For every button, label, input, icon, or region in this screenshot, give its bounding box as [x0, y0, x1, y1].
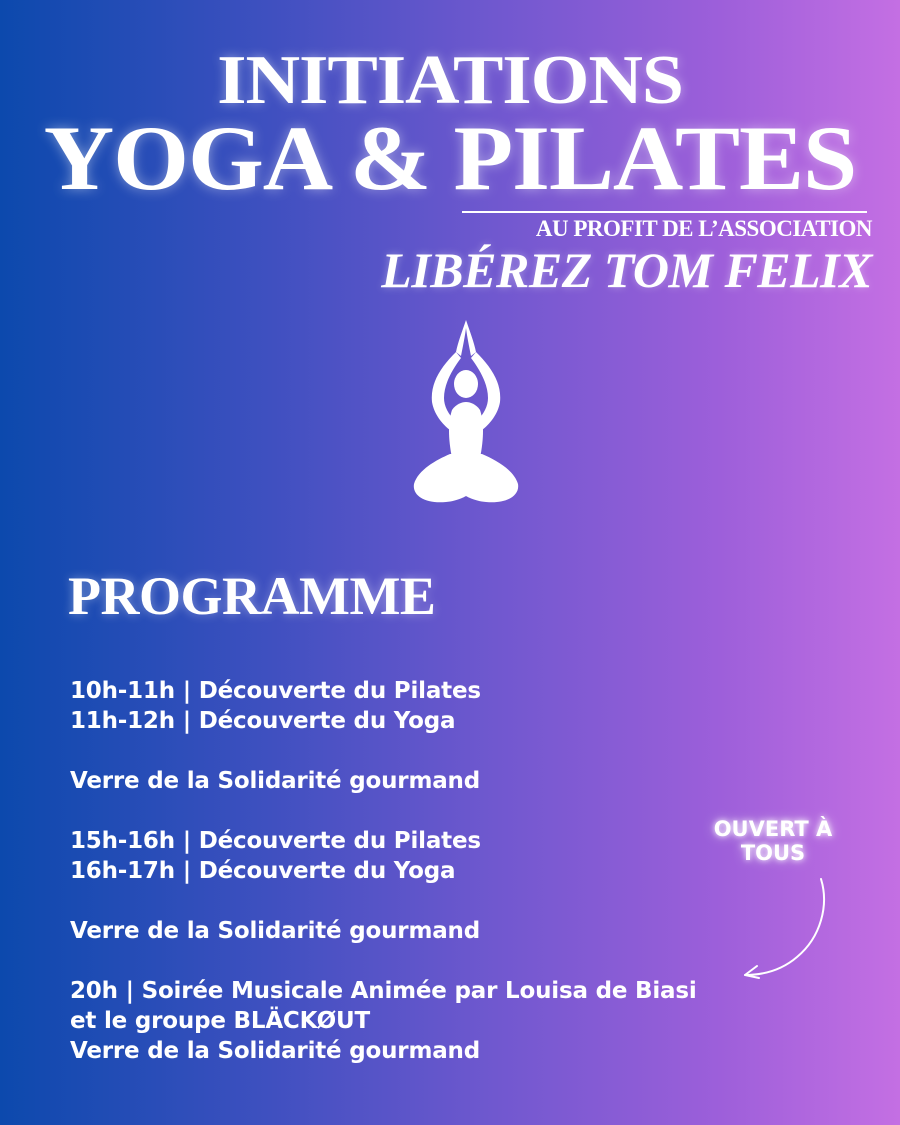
badge-line-2: TOUS: [740, 841, 806, 865]
subtitle-association: AU PROFIT DE L’ASSOCIATION: [535, 216, 872, 241]
meditating-yoga-figure-icon: [406, 318, 526, 518]
programme-item: 10h-11h | Découverte du Pilates: [70, 678, 481, 704]
programme-spacer: [70, 946, 830, 976]
programme-item: Verre de la Solidarité gourmand: [70, 918, 480, 944]
programme-item: 15h-16h | Découverte du Pilates: [70, 828, 481, 854]
programme-item: 11h-12h | Découverte du Yoga: [70, 708, 456, 734]
programme-item: 16h-17h | Découverte du Yoga: [70, 858, 456, 884]
programme-item: et le groupe BLÄCKØUT: [70, 1008, 370, 1034]
programme-spacer: [70, 736, 830, 766]
programme-spacer: [70, 886, 830, 916]
title-initiations: INITIATIONS: [217, 42, 683, 119]
curved-arrow-icon: [735, 875, 845, 985]
programme-item: 20h | Soirée Musicale Animée par Louisa de Biasi: [70, 978, 697, 1004]
title-divider: [462, 211, 867, 213]
programme-item: Verre de la Solidarité gourmand: [70, 1038, 480, 1064]
badge-line-1: OUVERT À: [713, 817, 833, 841]
subtitle-organisation-name: LIBÉREZ TOM FELIX: [381, 242, 872, 298]
programme-item: Verre de la Solidarité gourmand: [70, 768, 480, 794]
title-yoga-pilates: YOGA & PILATES: [43, 107, 857, 209]
programme-list: [70, 676, 830, 1066]
programme-title: PROGRAMME: [68, 566, 436, 626]
open-to-all-badge: [690, 817, 856, 865]
